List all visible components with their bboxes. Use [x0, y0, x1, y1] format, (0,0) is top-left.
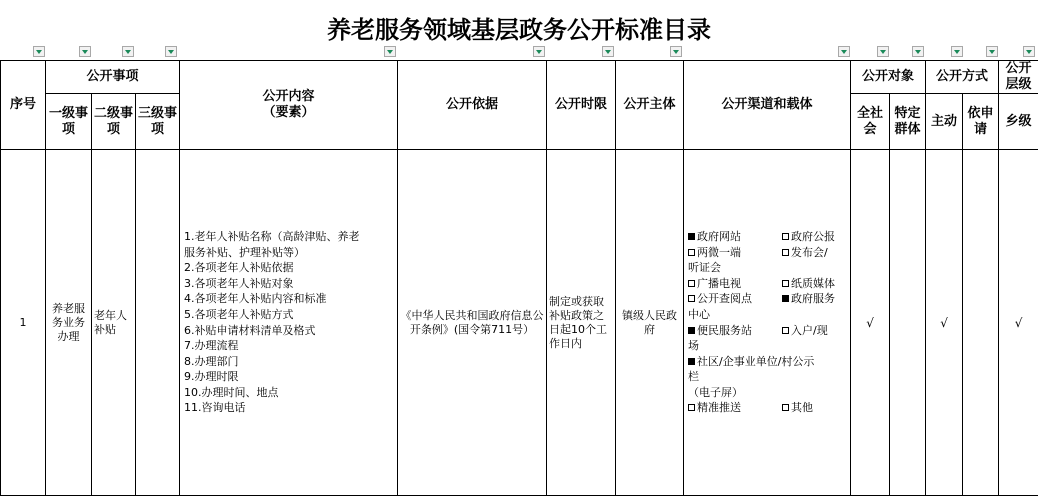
channel-label: 入户/现 — [791, 324, 828, 337]
content-line: 8.办理部门 — [184, 354, 395, 370]
channel-label: 听证会 — [688, 261, 721, 274]
channel-label: 公开查阅点 — [697, 292, 752, 305]
cell-subject: 镇级人民政府 — [616, 150, 684, 496]
channel-line — [688, 291, 848, 307]
checked-box-icon — [688, 327, 695, 334]
checked-box-icon — [782, 295, 789, 302]
checked-box-icon — [688, 233, 695, 240]
channel-option — [688, 230, 741, 243]
channel-line — [688, 400, 848, 416]
content-line: 11.咨询电话 — [184, 400, 395, 416]
filter-dropdown-button[interactable] — [79, 46, 91, 57]
filter-dropdown-button[interactable] — [533, 46, 545, 57]
channel-line — [688, 229, 848, 245]
channel-line — [688, 385, 848, 401]
header-content: 公开内容 （要素） — [180, 61, 398, 150]
channel-line — [688, 307, 848, 323]
unchecked-box-icon — [782, 404, 789, 411]
filter-dropdown-button[interactable] — [838, 46, 850, 57]
channel-option — [688, 246, 741, 259]
header-method-request: 依申请 — [963, 94, 999, 150]
cell-level-township: √ — [999, 150, 1038, 496]
filter-dropdown-button[interactable] — [1023, 46, 1035, 57]
header-seq: 序号 — [1, 61, 46, 150]
filter-dropdown-button[interactable] — [912, 46, 924, 57]
unchecked-box-icon — [782, 280, 789, 287]
channel-option — [688, 386, 743, 399]
content-line: 2.各项老年人补贴依据 — [184, 260, 395, 276]
cell-audience-all: √ — [851, 150, 890, 496]
channel-option — [782, 276, 835, 292]
channel-label: 精准推送 — [697, 401, 741, 414]
filter-dropdown-button[interactable] — [165, 46, 177, 57]
content-line: 3.各项老年人补贴对象 — [184, 276, 395, 292]
cell-channels — [684, 150, 851, 496]
channel-option — [688, 401, 741, 414]
page-title: 养老服务领域基层政务公开标准目录 — [0, 10, 1038, 50]
filter-dropdown-button[interactable] — [602, 46, 614, 57]
header-audience: 公开对象 — [851, 61, 926, 94]
header-level3: 三级事项 — [136, 94, 180, 150]
channel-option — [688, 308, 710, 321]
channel-option — [782, 245, 828, 261]
header-public-items: 公开事项 — [46, 61, 180, 94]
channel-line — [688, 323, 848, 339]
filter-dropdown-button[interactable] — [384, 46, 396, 57]
filter-dropdown-button[interactable] — [122, 46, 134, 57]
channel-option — [782, 229, 835, 245]
channel-option — [782, 323, 828, 339]
channel-option — [688, 370, 699, 383]
catalog-table — [0, 60, 1038, 493]
content-line: 4.各项老年人补贴内容和标准 — [184, 291, 395, 307]
channel-option — [688, 277, 741, 290]
channel-label: 中心 — [688, 308, 710, 321]
channel-option — [688, 292, 752, 305]
cell-time-limit: 制定或获取补贴政策之日起10个工作日内 — [547, 150, 616, 496]
cell-basis: 《中华人民共和国政府信息公开条例》(国令第711号） — [398, 150, 547, 496]
content-line: 6.补贴申请材料清单及格式 — [184, 323, 395, 339]
channel-option — [688, 261, 721, 274]
channel-line — [688, 338, 848, 354]
channel-option — [688, 324, 752, 337]
header-subject: 公开主体 — [616, 61, 684, 150]
table-row — [1, 150, 1038, 496]
unchecked-box-icon — [688, 280, 695, 287]
filter-dropdown-button[interactable] — [877, 46, 889, 57]
cell-method-active: √ — [926, 150, 963, 496]
cell-level3 — [136, 150, 180, 496]
content-line: 9.办理时限 — [184, 369, 395, 385]
channel-line — [688, 260, 848, 276]
content-line: 5.各项老年人补贴方式 — [184, 307, 395, 323]
header-time-limit: 公开时限 — [547, 61, 616, 150]
filter-dropdown-button[interactable] — [670, 46, 682, 57]
header-method-active: 主动 — [926, 94, 963, 150]
channel-label: 发布会/ — [791, 246, 828, 259]
channel-label: 广播电视 — [697, 277, 741, 290]
channel-label: 纸质媒体 — [791, 277, 835, 290]
unchecked-box-icon — [688, 249, 695, 256]
filter-dropdown-button[interactable] — [986, 46, 998, 57]
channel-option — [688, 339, 699, 352]
channel-label: 栏 — [688, 370, 699, 383]
channel-option — [782, 400, 813, 416]
header-basis: 公开依据 — [398, 61, 547, 150]
cell-level1: 养老服务业务办理 — [46, 150, 92, 496]
cell-content — [180, 150, 398, 496]
content-line: 1.老年人补贴名称（高龄津贴、养老 — [184, 229, 395, 245]
content-line: 10.办理时间、地点 — [184, 385, 395, 401]
header-channels: 公开渠道和载体 — [684, 61, 851, 150]
header-method: 公开方式 — [926, 61, 999, 94]
channel-label: 社区/企事业单位/村公示 — [697, 355, 814, 368]
channel-option — [688, 355, 814, 368]
cell-seq: 1 — [1, 150, 46, 496]
channel-label: 两微一端 — [697, 246, 741, 259]
unchecked-box-icon — [782, 249, 789, 256]
channel-label: 政府服务 — [791, 292, 835, 305]
header-audience-all: 全社会 — [851, 94, 890, 150]
content-line: 服务补贴、护理补贴等） — [184, 245, 395, 261]
unchecked-box-icon — [782, 233, 789, 240]
filter-dropdown-button[interactable] — [33, 46, 45, 57]
unchecked-box-icon — [688, 404, 695, 411]
cell-method-request — [963, 150, 999, 496]
cell-audience-specific — [890, 150, 926, 496]
cell-level2: 老年人补贴 — [92, 150, 136, 496]
filter-dropdown-button[interactable] — [951, 46, 963, 57]
unchecked-box-icon — [782, 327, 789, 334]
checked-box-icon — [688, 358, 695, 365]
channel-label: 政府网站 — [697, 230, 741, 243]
header-level2: 二级事项 — [92, 94, 136, 150]
channel-line — [688, 245, 848, 261]
header-level-township: 乡级 — [999, 94, 1038, 150]
channel-line — [688, 369, 848, 385]
channel-label: 便民服务站 — [697, 324, 752, 337]
channel-label: （电子屏） — [688, 386, 743, 399]
header-level: 公开层级 — [999, 61, 1038, 94]
channel-label: 政府公报 — [791, 230, 835, 243]
channel-label: 其他 — [791, 401, 813, 414]
header-level1: 一级事项 — [46, 94, 92, 150]
header-audience-specific: 特定群体 — [890, 94, 926, 150]
content-line: 7.办理流程 — [184, 338, 395, 354]
channel-line — [688, 276, 848, 292]
channel-option — [782, 291, 835, 307]
channel-label: 场 — [688, 339, 699, 352]
unchecked-box-icon — [688, 295, 695, 302]
channel-line — [688, 354, 848, 370]
